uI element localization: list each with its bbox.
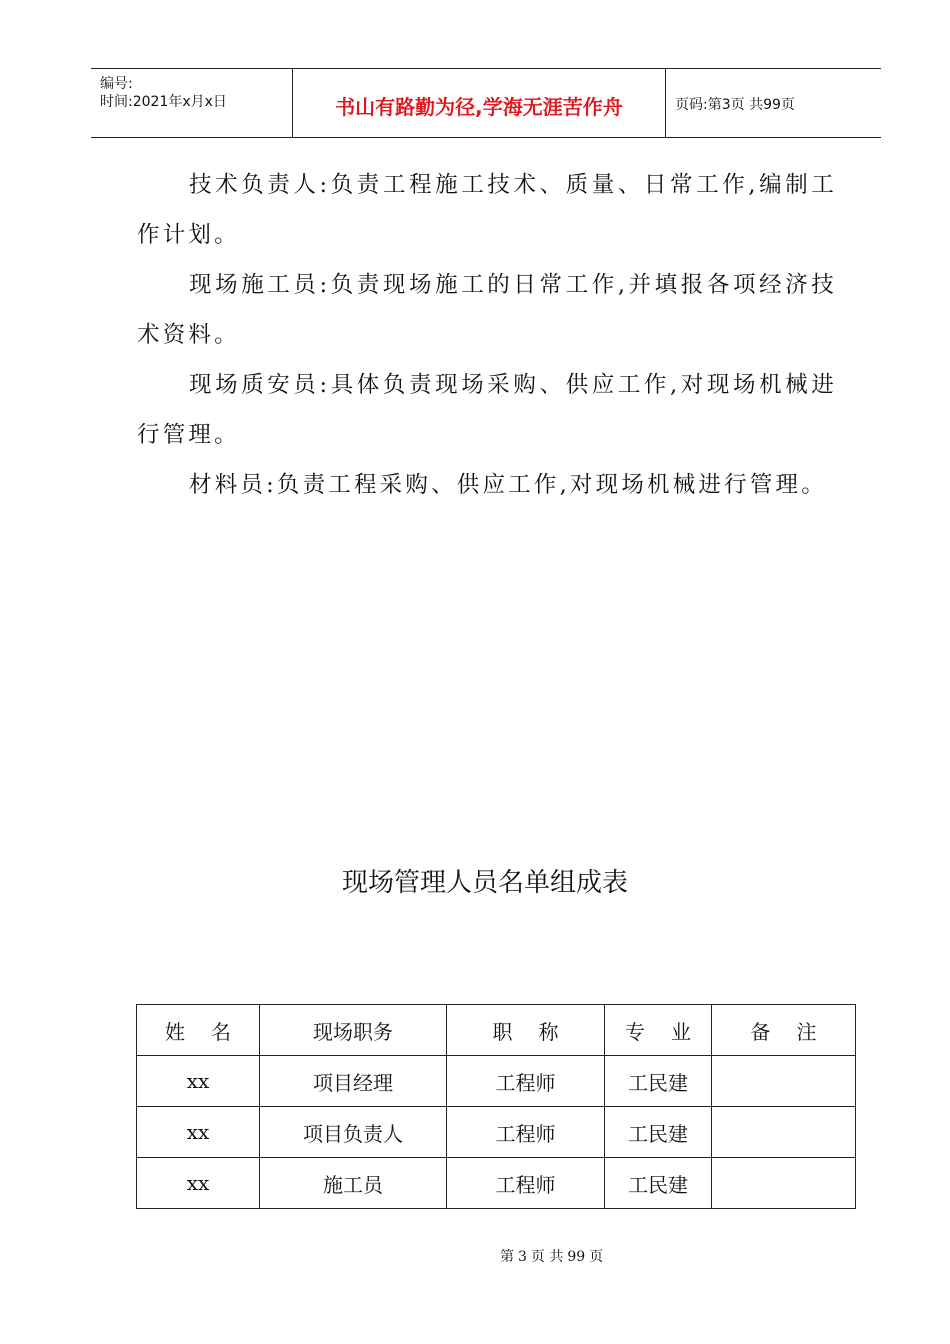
cell-remarks bbox=[712, 1107, 856, 1158]
header-page-info: 页码:第3页 共99页 bbox=[675, 97, 795, 113]
cell-title: 工程师 bbox=[447, 1056, 605, 1107]
cell-title: 工程师 bbox=[447, 1158, 605, 1209]
cell-position: 施工员 bbox=[260, 1158, 447, 1209]
table-row bbox=[137, 1056, 856, 1107]
footer-mid: 页 共 bbox=[530, 1249, 564, 1265]
footer-suffix: 页 bbox=[589, 1249, 604, 1265]
footer-page-number: 3 bbox=[518, 1249, 527, 1265]
table-row bbox=[137, 1107, 856, 1158]
paragraph-site-constructor: 现场施工员:负责现场施工的日常工作,并填报各项经济技术资料。 bbox=[137, 272, 837, 348]
header-motto: 书山有路勤为径,学海无涯苦作舟 bbox=[335, 95, 623, 119]
header-cell-major: 专业 bbox=[605, 1005, 712, 1056]
table-row bbox=[137, 1158, 856, 1209]
header-cell-name: 姓名 bbox=[137, 1005, 260, 1056]
header-cell-title: 职称 bbox=[447, 1005, 605, 1056]
footer-prefix: 第 bbox=[500, 1249, 514, 1265]
table-header-row bbox=[137, 1005, 856, 1056]
header-cell-position: 现场职务 bbox=[260, 1005, 447, 1056]
cell-remarks bbox=[712, 1056, 856, 1107]
cell-position: 项目负责人 bbox=[260, 1107, 447, 1158]
cell-name: xx bbox=[137, 1158, 260, 1209]
header-meta-cell bbox=[91, 69, 292, 137]
page-footer bbox=[500, 1246, 800, 1266]
paragraph-quality-safety: 现场质安员:具体负责现场采购、供应工作,对现场机械进行管理。 bbox=[137, 372, 837, 448]
cell-position: 项目经理 bbox=[260, 1056, 447, 1107]
cell-title: 工程师 bbox=[447, 1107, 605, 1158]
staff-table bbox=[136, 1004, 856, 1209]
header-cell-remarks: 备注 bbox=[712, 1005, 856, 1056]
paragraph-technical-lead: 技术负责人:负责工程施工技术、质量、日常工作,编制工作计划。 bbox=[137, 172, 837, 248]
header-motto-cell bbox=[292, 69, 666, 137]
document-code-label: 编号: bbox=[100, 76, 133, 92]
cell-name: xx bbox=[137, 1107, 260, 1158]
cell-remarks bbox=[712, 1158, 856, 1209]
document-time-label: 时间:2021年x月x日 bbox=[100, 94, 227, 110]
paragraph-materials: 材料员:负责工程采购、供应工作,对现场机械进行管理。 bbox=[189, 472, 827, 498]
footer-total-pages: 99 bbox=[567, 1249, 586, 1265]
body-content bbox=[137, 160, 837, 510]
page-header bbox=[91, 68, 881, 138]
cell-major: 工民建 bbox=[605, 1056, 712, 1107]
cell-major: 工民建 bbox=[605, 1107, 712, 1158]
cell-major: 工民建 bbox=[605, 1158, 712, 1209]
header-page-cell bbox=[665, 69, 881, 137]
cell-name: xx bbox=[137, 1056, 260, 1107]
table-title: 现场管理人员名单组成表 bbox=[341, 868, 628, 898]
